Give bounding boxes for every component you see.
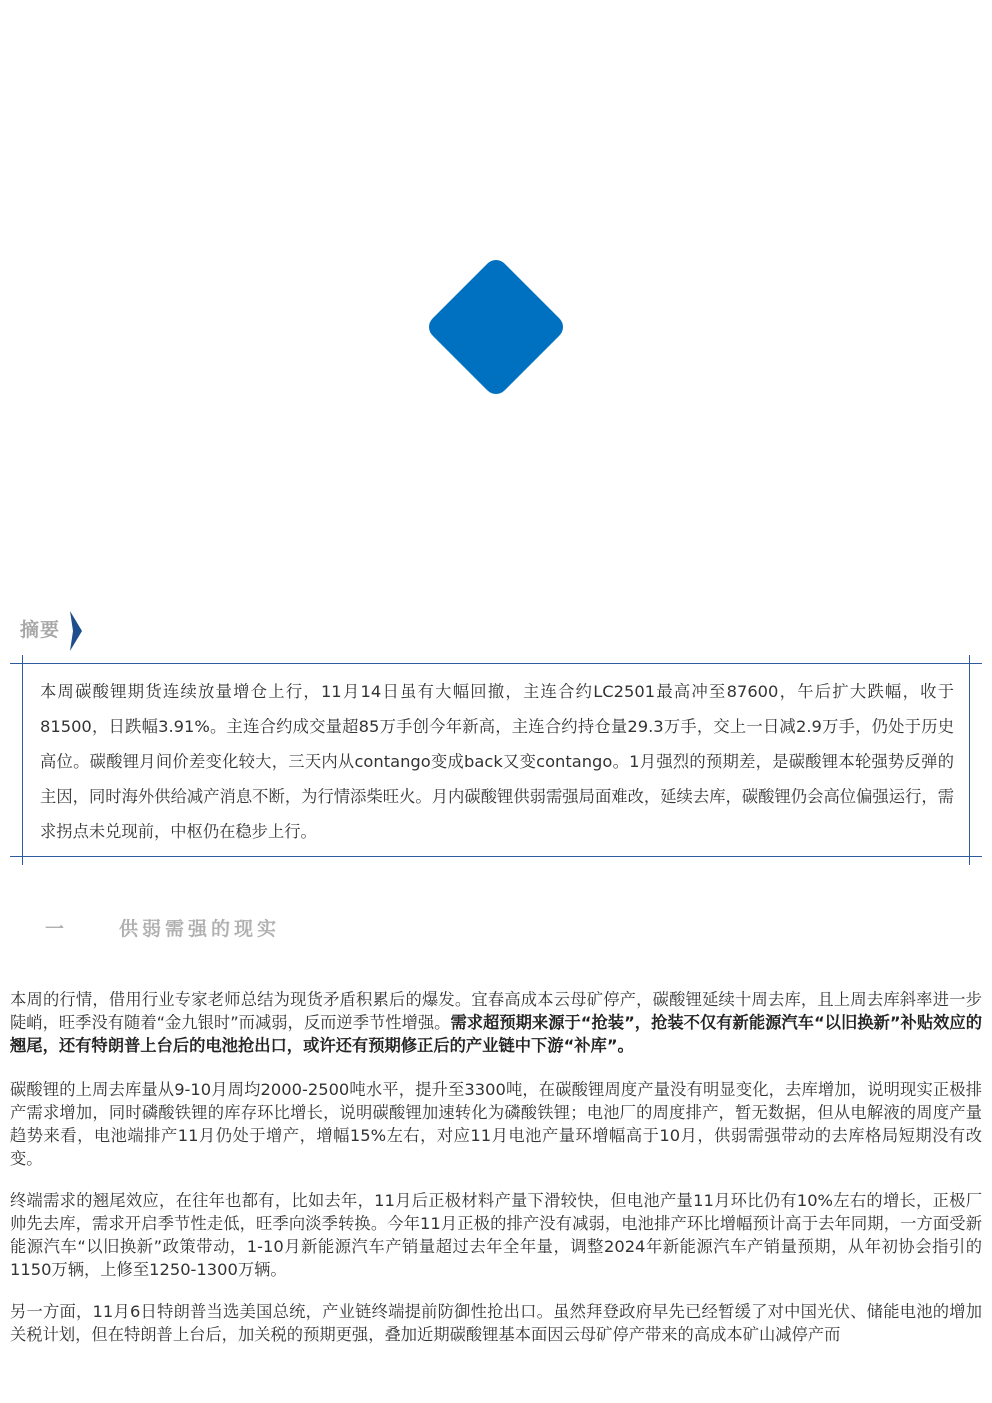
frame-left-line [22, 655, 23, 865]
blue-diamond-icon [425, 256, 567, 398]
frame-right-line [969, 655, 970, 865]
abstract-text: 本周碳酸锂期货连续放量增仓上行，11月14日虽有大幅回撤，主连合约LC2501最高冲至87600，午后扩大跌幅，收于81500，日跌幅3.91%。主连合约成交量超85万手创今年新高，主连合约持仓量29.3万手，交上一日减2.9万手，仍处于历史高位。碳酸锂月间价差变化较大，三天内从contango变成back又变contango。1月强烈的预期差，是碳酸锂本轮强势反弹的主因，同时海外供给减产消息不断，为行情添柴旺火。月内碳酸锂供弱需强局面难改，延续去库，碳酸锂仍会高位偏强运行，需求拐点未兑现前，中枢仍在稳步上行。 [40, 682, 954, 841]
paragraph-text: 本周的行情，借用行业专家老师总结为现货矛盾积累后的爆发。宜春高成本云母矿停产，碳酸锂延续十周去库，且上周去库斜率进一步陡峭，旺季没有随着“金九银时”而减弱，反而逆季节性增强。 [10, 990, 982, 1032]
body-paragraph-3: 终端需求的翘尾效应，在往年也都有，比如去年，11月后正极材料产量下滑较快，但电池产量11月环比仍有10%左右的增长，正极厂帅先去库，需求开启季节性走低，旺季向淡季转换。今年11月正极的排产没有减弱，电池排产环比增幅预计高于去年同期，一方面受新能源汽车“以旧换新”政策带动，1-10月新能源汽车产销量超过去年全年量，调整2024年新能源汽车产销量预期，从年初协会指引的1150万辆，上修至1250-1300万辆。 [10, 1191, 982, 1279]
section-number: 一 [45, 918, 69, 940]
paragraph-bold-text: 需求超预期来源于“抢装”，抢装不仅有新能源汽车“以旧换新”补贴效应的翘尾，还有特朗普上台后的电池抢出口，或许还有预期修正后的产业链中下游“补库”。 [10, 1013, 983, 1055]
body-paragraph-4: 另一方面，11月6日特朗普当选美国总统，产业链终端提前防御性抢出口。虽然拜登政府早先已经暂缓了对中国光伏、储能电池的增加关税计划，但在特朗普上台后，加关税的预期更强，叠加近期碳酸锂基本面因云母矿停产带来的高成本矿山减停产而 [10, 1302, 982, 1344]
arrow-right-icon [70, 611, 82, 651]
section-title: 供弱需强的现实 [119, 918, 281, 940]
frame-bottom-line [10, 856, 982, 857]
section-heading [45, 914, 280, 941]
body-paragraph-2: 碳酸锂的上周去库量从9-10月周均2000-2500吨水平，提升至3300吨，在碳酸锂周度产量没有明显变化，去库增加，说明现实正极排产需求增加，同时磷酸铁锂的库存环比增长，说明碳酸锂加速转化为磷酸铁锂；电池厂的周度排产，暂无数据，但从电解液的周度产量趋势来看，电池端排产11月仍处于增产，增幅15%左右，对应11月电池产量环增幅高于10月，供弱需强带动的去库格局短期没有改变。 [10, 1080, 982, 1168]
abstract-heading: 摘要 [20, 619, 61, 641]
body-paragraph-1 [10, 988, 982, 1057]
frame-top-line [10, 663, 982, 664]
